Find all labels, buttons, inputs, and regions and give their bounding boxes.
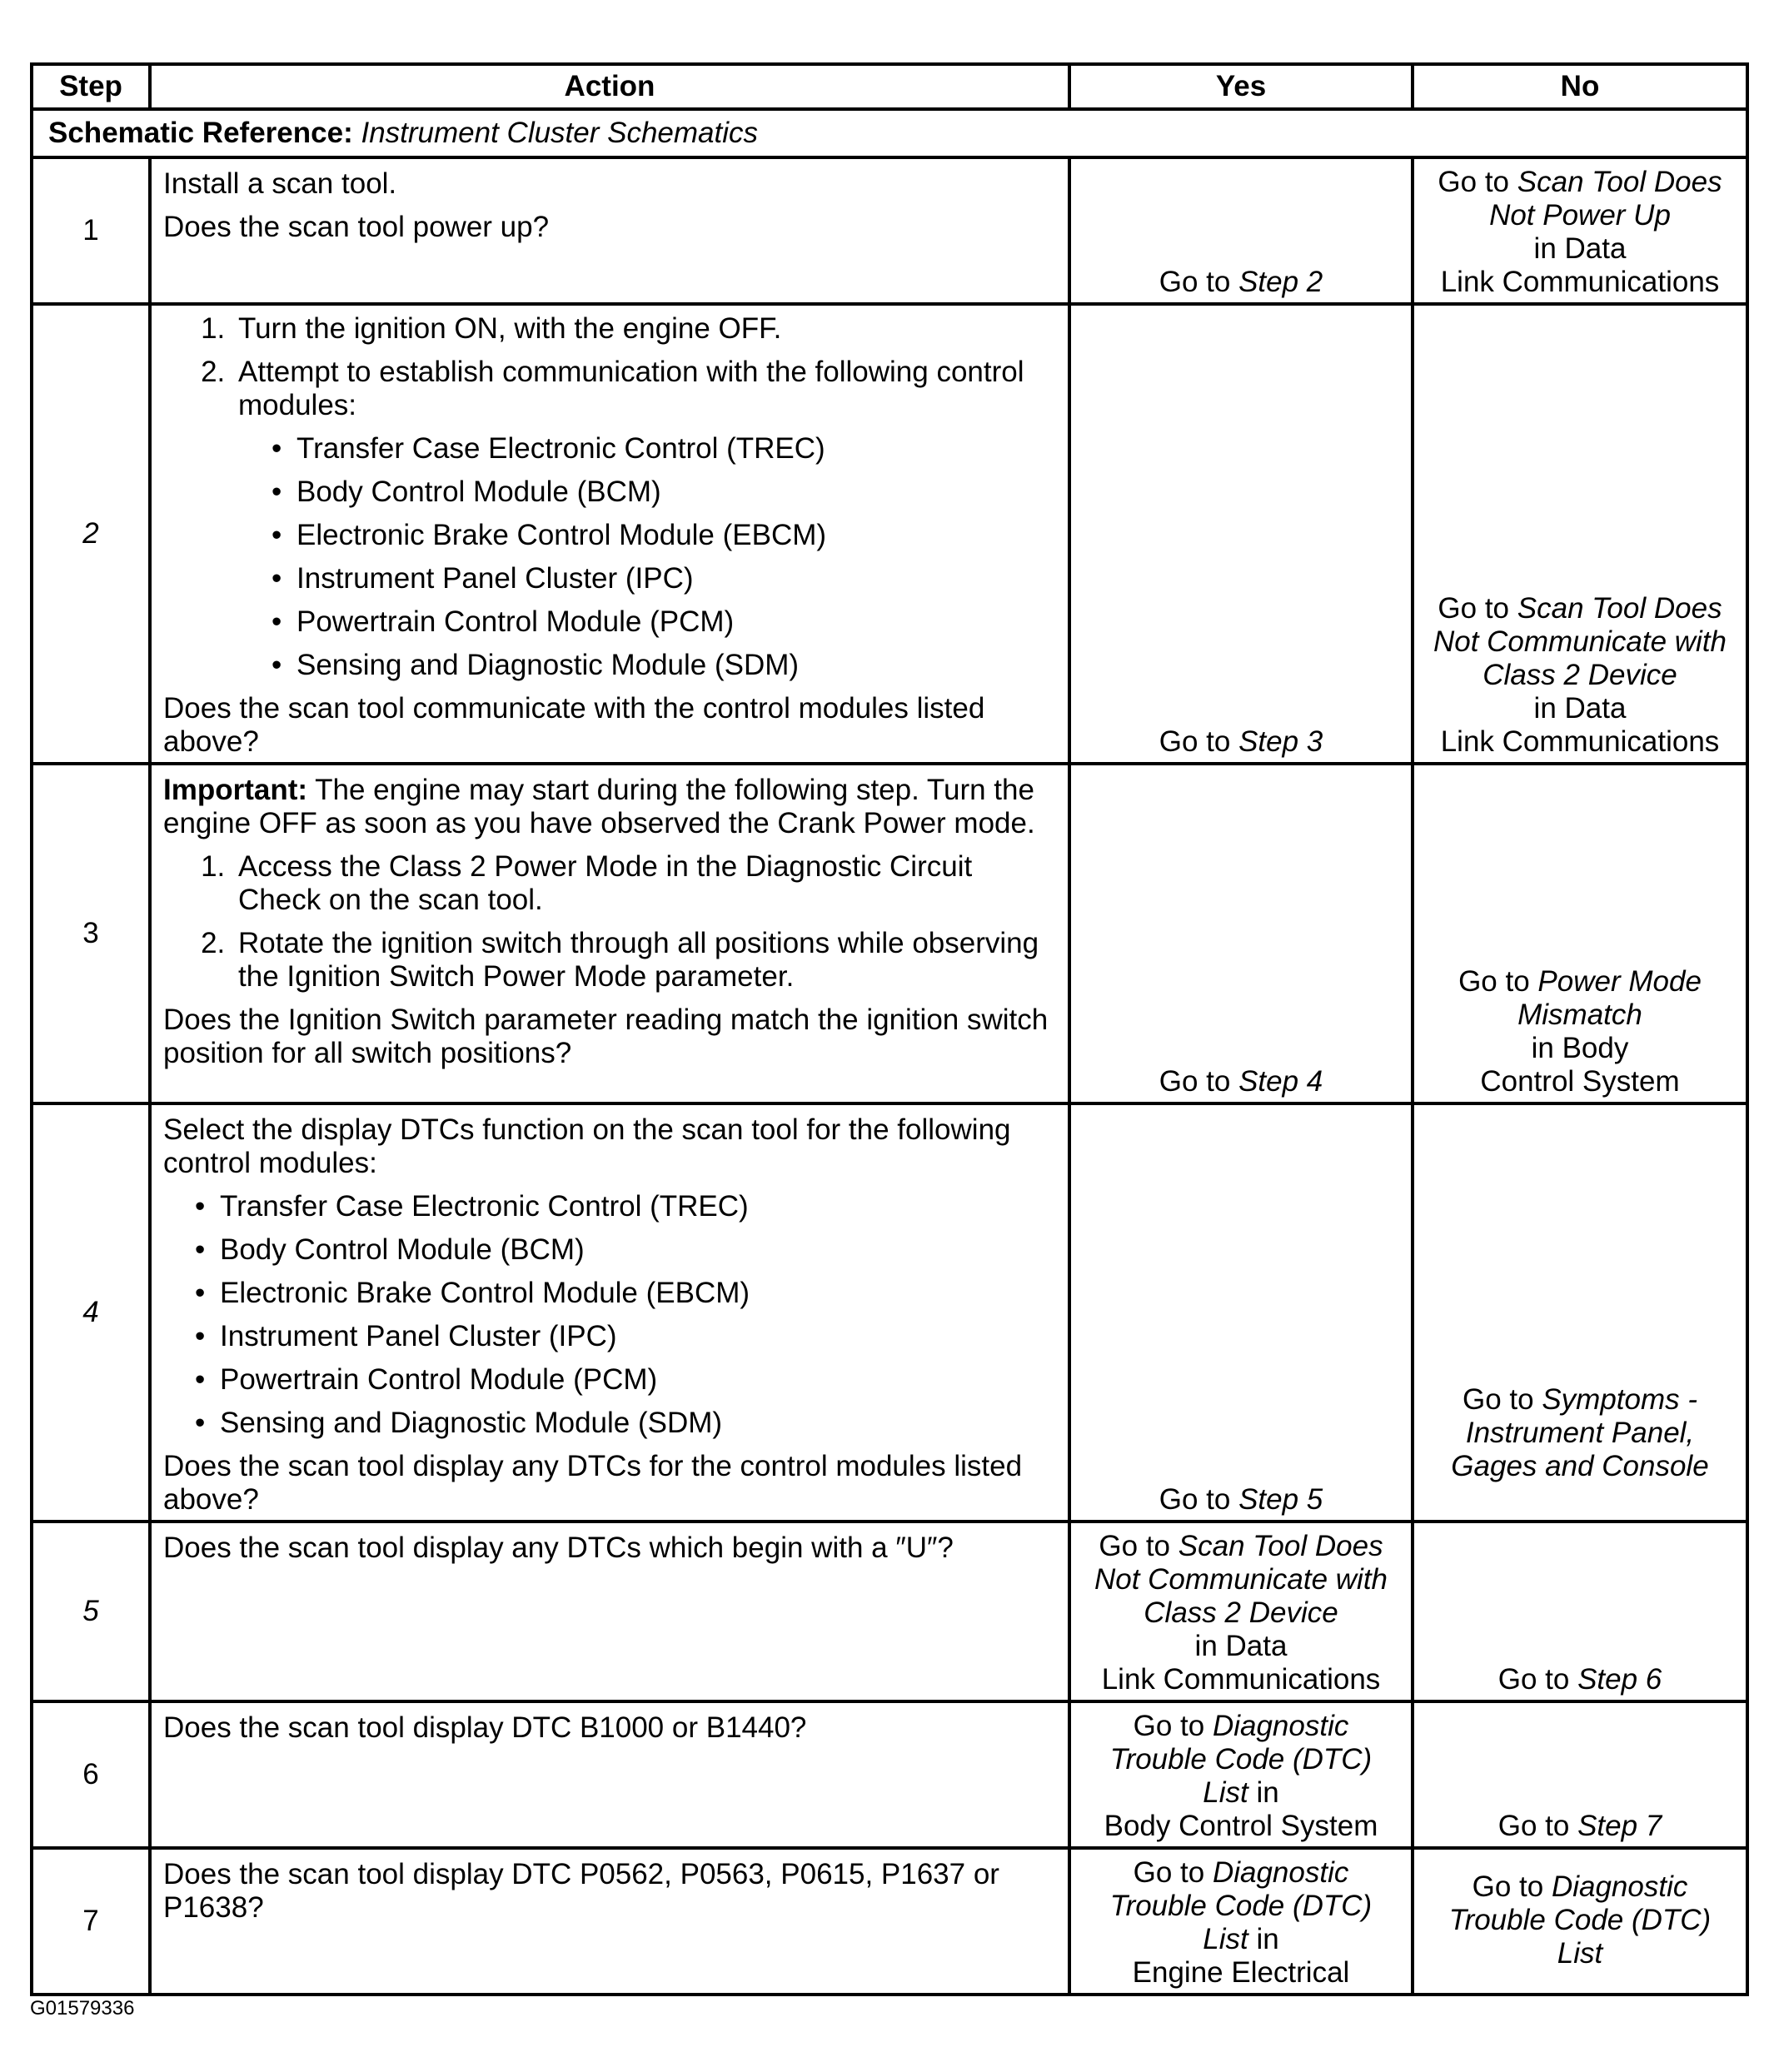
in-text: in [1256, 1776, 1279, 1809]
list-item [193, 1407, 1056, 1440]
no-link[interactable]: List [1557, 1937, 1603, 1970]
bullet-icon: • [272, 605, 282, 638]
go-to-text: Go to [1472, 1870, 1544, 1903]
list-item [193, 1190, 1056, 1223]
table-row [32, 1848, 1747, 1995]
no-cell [1413, 157, 1747, 304]
list-item: 1. Access the Class 2 Power Mode in the Diagnostic Circuit Check on the scan tool. [233, 850, 1056, 917]
yes-cell [1069, 304, 1413, 764]
header-step: Step [32, 64, 150, 109]
no-section-text: Control System [1480, 1065, 1680, 1098]
yes-link[interactable]: Trouble Code (DTC) [1109, 1890, 1373, 1922]
in-text: in [1256, 1923, 1279, 1955]
no-link[interactable]: Step 6 [1577, 1663, 1662, 1696]
yes-link[interactable]: Not Communicate with [1094, 1563, 1388, 1596]
question-text: Does the scan tool communicate with the control modules listed above? [163, 692, 985, 758]
bullet-icon: • [272, 562, 282, 595]
bullet-text: Sensing and Diagnostic Module (SDM) [220, 1407, 723, 1439]
table-row [32, 764, 1747, 1103]
table-row [32, 1103, 1747, 1522]
no-link[interactable]: Gages and Console [1451, 1450, 1709, 1482]
no-link[interactable]: Not Power Up [1489, 199, 1671, 232]
header-action: Action [150, 64, 1069, 109]
go-to-text: Go to [1099, 1530, 1171, 1562]
action-cell [150, 1103, 1069, 1522]
list-item: 2. Rotate the ignition switch through all positions while observing the Ignition Switch Power Mode parameter. [233, 927, 1056, 994]
list-item [270, 605, 1056, 639]
no-link[interactable]: Scan Tool Does [1517, 592, 1722, 625]
no-cell [1413, 1103, 1747, 1522]
no-link[interactable]: Class 2 Device [1482, 659, 1677, 691]
bullet-text: Body Control Module (BCM) [296, 476, 661, 508]
action-cell [150, 1848, 1069, 1995]
important-text: The engine may start during the following step. Turn the engine OFF as soon as you have observed the Crank Power mode. [163, 774, 1035, 839]
bullet-icon: • [195, 1320, 206, 1352]
yes-section-text: Body Control System [1104, 1810, 1378, 1842]
list-item [193, 1320, 1056, 1353]
table-row [32, 1522, 1747, 1701]
bullet-text: Electronic Brake Control Module (EBCM) [220, 1277, 750, 1309]
bullet-icon: • [272, 476, 282, 508]
bullet-icon: • [272, 649, 282, 681]
important-note [163, 774, 1056, 840]
no-link[interactable]: Power Mode [1537, 965, 1702, 998]
no-link[interactable]: Not Communicate with [1433, 625, 1727, 658]
no-link[interactable]: Scan Tool Does [1517, 166, 1722, 198]
yes-link[interactable]: Step 5 [1238, 1483, 1323, 1516]
yes-link[interactable]: List [1203, 1923, 1248, 1955]
go-to-text: Go to [1159, 1483, 1231, 1516]
action-text: Install a scan tool. [163, 167, 397, 200]
yes-section-text: Link Communications [1101, 1663, 1381, 1696]
bullet-icon: • [195, 1190, 206, 1223]
list-item [193, 1233, 1056, 1267]
bullet-icon: • [272, 519, 282, 551]
schematic-reference-row [32, 109, 1747, 157]
bullet-icon: • [195, 1407, 206, 1439]
yes-in-text: in Data [1194, 1630, 1288, 1662]
yes-cell [1069, 764, 1413, 1103]
bullet-text: Body Control Module (BCM) [220, 1233, 585, 1266]
bullet-text: Powertrain Control Module (PCM) [220, 1363, 658, 1396]
action-text: Select the display DTCs function on the scan tool for the following control modules: [163, 1113, 1011, 1179]
schematic-reference-label: Schematic Reference: [48, 117, 353, 149]
go-to-text: Go to [1438, 592, 1510, 625]
action-cell [150, 157, 1069, 304]
bullet-text: Electronic Brake Control Module (EBCM) [296, 519, 827, 551]
go-to-text: Go to [1159, 1065, 1231, 1098]
no-in-text: in Data [1533, 232, 1627, 265]
step-number: 3 [32, 764, 150, 1103]
no-cell [1413, 1522, 1747, 1701]
list-item [270, 649, 1056, 682]
bullet-text: Transfer Case Electronic Control (TREC) [220, 1190, 749, 1223]
step-number: 6 [32, 1701, 150, 1848]
go-to-text: Go to [1462, 1383, 1534, 1416]
no-in-text: in Data [1533, 692, 1627, 725]
bullet-text: Sensing and Diagnostic Module (SDM) [296, 649, 800, 681]
yes-link[interactable]: Step 2 [1238, 266, 1323, 298]
step-number: 5 [32, 1522, 150, 1701]
action-cell [150, 764, 1069, 1103]
action-cell [150, 1522, 1069, 1701]
go-to-text: Go to [1497, 1663, 1570, 1696]
go-to-text: Go to [1159, 266, 1231, 298]
table-row [32, 157, 1747, 304]
numbered-list [163, 850, 1056, 994]
yes-link[interactable]: Diagnostic [1212, 1856, 1349, 1889]
yes-link[interactable]: Trouble Code (DTC) [1109, 1743, 1373, 1776]
go-to-text: Go to [1159, 725, 1231, 758]
go-to-text: Go to [1133, 1710, 1205, 1742]
no-cell [1413, 1848, 1747, 1995]
bullet-text: Instrument Panel Cluster (IPC) [220, 1320, 617, 1352]
question-text: Does the Ignition Switch parameter reading match the ignition switch position for all switch positions? [163, 1004, 1049, 1069]
list-item [270, 476, 1056, 509]
yes-link[interactable]: Step 3 [1238, 725, 1323, 758]
yes-link[interactable]: Class 2 Device [1144, 1596, 1338, 1629]
bullet-icon: • [272, 432, 282, 465]
no-link[interactable]: Trouble Code (DTC) [1448, 1904, 1712, 1936]
no-link[interactable]: Mismatch [1517, 999, 1642, 1031]
bullet-list [270, 432, 1056, 682]
no-cell [1413, 304, 1747, 764]
bullet-list [193, 1190, 1056, 1440]
yes-link[interactable]: Diagnostic [1212, 1710, 1349, 1742]
question-text: Does the scan tool display any DTCs which begin with a ″U″? [163, 1532, 954, 1564]
step-number: 2 [32, 304, 150, 764]
table-row [32, 1701, 1747, 1848]
bullet-text: Instrument Panel Cluster (IPC) [296, 562, 694, 595]
yes-cell [1069, 1701, 1413, 1848]
yes-cell [1069, 157, 1413, 304]
action-cell [150, 304, 1069, 764]
no-cell [1413, 1701, 1747, 1848]
step-number: 7 [32, 1848, 150, 1995]
no-link[interactable]: Instrument Panel, [1465, 1417, 1695, 1449]
yes-link[interactable]: List [1203, 1776, 1248, 1809]
no-link[interactable]: Symptoms - [1542, 1383, 1698, 1416]
yes-cell [1069, 1848, 1413, 1995]
table-row [32, 304, 1747, 764]
bullet-icon: • [195, 1277, 206, 1309]
question-text: Does the scan tool display DTC P0562, P0563, P0615, P1637 or P1638? [163, 1858, 999, 1924]
list-item [193, 1277, 1056, 1310]
yes-link[interactable]: Scan Tool Does [1178, 1530, 1383, 1562]
header-yes: Yes [1069, 64, 1413, 109]
list-item [270, 562, 1056, 595]
no-section-text: Link Communications [1440, 725, 1720, 758]
yes-link[interactable]: Step 4 [1238, 1065, 1323, 1098]
list-item [270, 519, 1056, 552]
question-text: Does the scan tool power up? [163, 211, 550, 243]
action-cell [150, 1701, 1069, 1848]
yes-section-text: Engine Electrical [1132, 1956, 1350, 1989]
go-to-text: Go to [1133, 1856, 1205, 1889]
yes-cell [1069, 1103, 1413, 1522]
question-text: Does the scan tool display DTC B1000 or B1440? [163, 1711, 807, 1744]
go-to-text: Go to [1497, 1810, 1570, 1842]
no-section-text: Link Communications [1440, 266, 1720, 298]
bullet-text: Transfer Case Electronic Control (TREC) [296, 432, 825, 465]
no-link[interactable]: Step 7 [1577, 1810, 1662, 1842]
no-link[interactable]: Diagnostic [1551, 1870, 1688, 1903]
list-item-text: Attempt to establish communication with the following control modules: [238, 356, 1024, 421]
no-cell [1413, 764, 1747, 1103]
schematic-reference [32, 109, 1747, 157]
question-text: Does the scan tool display any DTCs for the control modules listed above? [163, 1450, 1023, 1516]
list-item [270, 432, 1056, 466]
important-label: Important: [163, 774, 308, 806]
list-item [233, 356, 1056, 422]
numbered-list [163, 312, 1056, 422]
list-item: 1. Turn the ignition ON, with the engine OFF. [233, 312, 1056, 346]
list-item [193, 1363, 1056, 1397]
diagnostic-table [30, 62, 1749, 1996]
header-row [32, 64, 1747, 109]
bullet-text: Powertrain Control Module (PCM) [296, 605, 735, 638]
yes-cell [1069, 1522, 1413, 1701]
bullet-icon: • [195, 1233, 206, 1266]
step-number: 1 [32, 157, 150, 304]
schematic-reference-link[interactable]: Instrument Cluster Schematics [361, 117, 759, 149]
header-no: No [1413, 64, 1747, 109]
step-number: 4 [32, 1103, 150, 1522]
go-to-text: Go to [1438, 166, 1510, 198]
bullet-icon: • [195, 1363, 206, 1396]
go-to-text: Go to [1458, 965, 1530, 998]
no-in-text: in Body [1531, 1032, 1629, 1064]
document-id: G01579336 [30, 1997, 135, 2020]
